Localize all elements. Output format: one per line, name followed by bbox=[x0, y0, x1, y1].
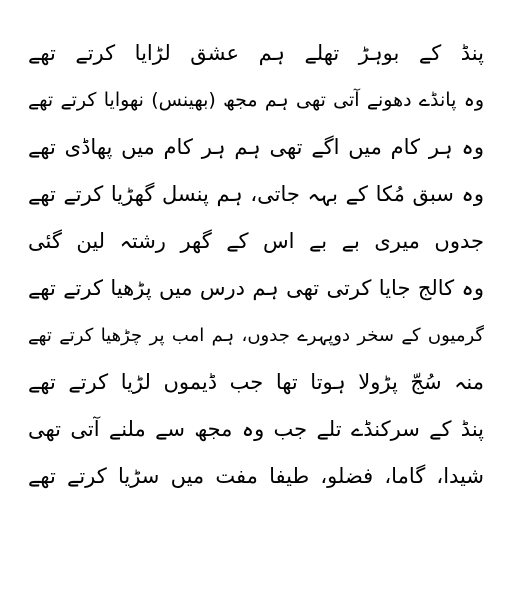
poem-line: منہ سُجّ پڑولا ہوتا تھا جب ڈیموں لڑیا کرتے تھے bbox=[28, 370, 484, 394]
poem-line: شیدا، گاما، فضلو، طیفا مفت میں سڑیا کرتے تھے bbox=[28, 464, 484, 488]
poem-line: وہ سبق مُکا کے بہہ جاتی، ہم پنسل گھڑیا کرتے تھے bbox=[28, 182, 484, 206]
poem-line: گرمیوں کے سخر دوپہرے جدوں، ہم امب پر چڑھیا کرتے تھے bbox=[28, 325, 484, 346]
poem-line: جدوں میری بے بے اس کے گھر رشتہ لین گئی bbox=[28, 229, 484, 253]
poem-line: پنڈ کے بوہڑ تھلے ہم عشق لڑایا کرتے تھے bbox=[28, 41, 484, 65]
poem-line: وہ ہر کام میں اگے تھی ہم ہر کام میں پھاڈی تھے bbox=[28, 135, 484, 159]
poem-verses bbox=[28, 30, 484, 500]
poem-line: وہ کالج جایا کرتی تھی ہم درس میں پڑھیا کرتے تھے bbox=[28, 276, 484, 300]
poem-line: پنڈ کے سرکنڈے تلے جب وہ مجھ سے ملنے آتی تھی bbox=[28, 417, 484, 441]
poem-line: وہ پانڈے دھونے آتی تھی ہم مجھ (بھینس) نھوایا کرتے تھے bbox=[28, 89, 484, 111]
